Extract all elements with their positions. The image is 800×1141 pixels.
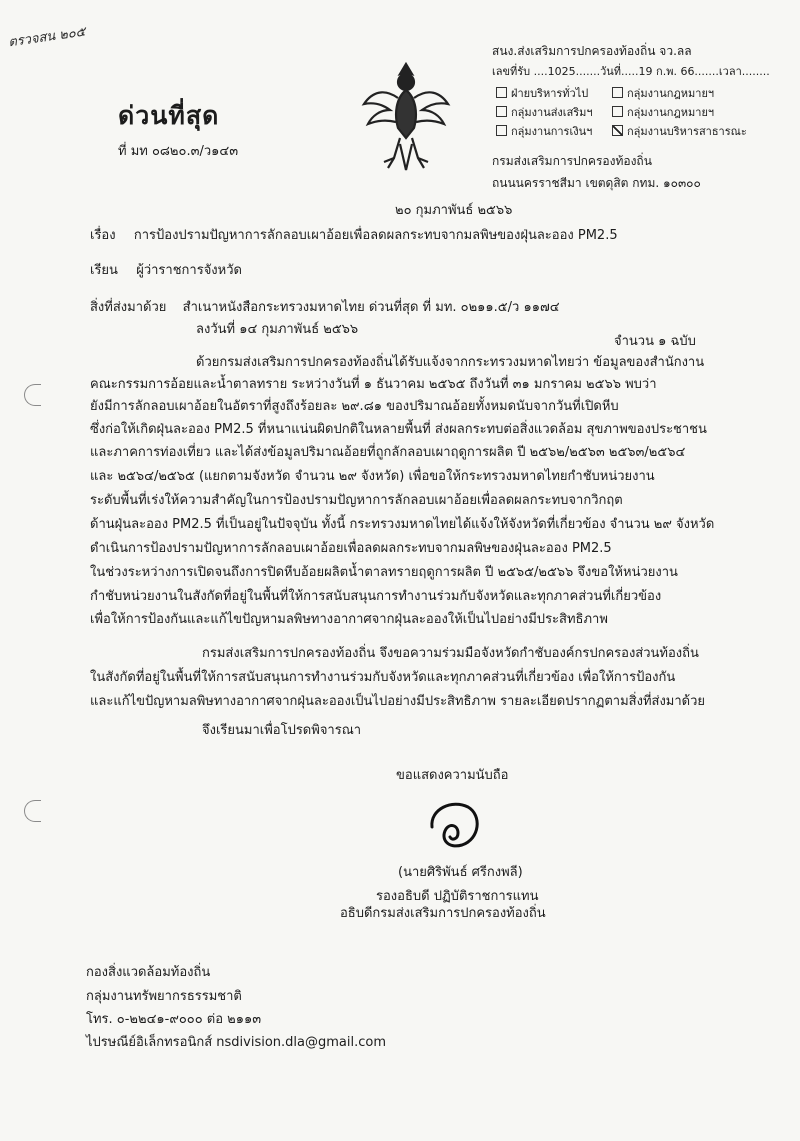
subject-label: เรื่อง [90,228,116,243]
checkbox-icon [496,106,507,117]
stamp-option: กลุ่มงานการเงินฯ [496,122,592,140]
receipt-stamp-number: เลขที่รับ ....1025.......วันที่.....19 ก.พ. 66.......เวลา........ [492,65,770,78]
attachment-label: สิ่งที่ส่งมาด้วย [90,300,167,315]
receipt-stamp-agency: สนง.ส่งเสริมการปกครองท้องถิ่น จว.ลล [492,44,692,58]
punch-hole-mark [24,384,41,406]
subject-row [90,224,618,245]
sender-address-line2: ถนนนครราชสีมา เขตดุสิต กทม. ๑๐๓๐๐ [492,176,701,190]
paragraph2-line: กรมส่งเสริมการปกครองท้องถิ่น จึงขอความร่วมมือจังหวัดกำชับองค์กรปกครองส่วนท้องถิ่น [202,646,699,661]
paragraph1-line: ในช่วงระหว่างการเปิดจนถึงการปิดหีบอ้อยผลิตน้ำตาลทรายฤดูการผลิต ปี ๒๕๖๕/๒๕๖๖ จึงขอให้หน่วยงาน [90,565,678,580]
checkbox-icon [496,125,507,136]
paragraph1-line: ดำเนินการป้องปรามปัญหาการลักลอบเผาอ้อยเพื่อลดผลกระทบจากมลพิษของฝุ่นละออง PM2.5 [90,541,612,556]
garuda-emblem-icon [360,58,452,176]
checkbox-icon [612,87,623,98]
signature-icon [422,795,486,855]
paragraph1-line: และ ๒๕๖๔/๒๕๖๕ (แยกตามจังหวัด จำนวน ๒๙ จังหวัด) เพื่อขอให้กระทรวงมหาดไทยกำชับหน่วยงาน [90,469,655,484]
to-label: เรียน [90,263,118,278]
footer-phone: โทร. ๐-๒๒๔๑-๙๐๐๐ ต่อ ๒๑๑๓ [86,1012,262,1027]
footer-division: กองสิ่งแวดล้อมท้องถิ่น [86,965,211,980]
checkbox-icon [612,106,623,117]
paragraph1-line: ซึ่งก่อให้เกิดฝุ่นละออง PM2.5 ที่หนาแน่นผิดปกติในหลายพื้นที่ ส่งผลกระทบต่อสิ่งแวดล้อม สุขภาพของประชาชน [90,422,707,437]
to-row [90,259,242,280]
document-date: ๒๐ กุมภาพันธ์ ๒๕๖๖ [395,203,513,218]
paragraph1-line: กำชับหน่วยงานในสังกัดที่อยู่ในพื้นที่ให้การสนับสนุนการทำงานร่วมกับจังหวัดและทุกภาคส่วนที่เกี่ยวข้อง [90,589,662,604]
stamp-option: กลุ่มงานบริหารสาธารณะ [612,122,747,140]
doc-number: ที่ มท ๐๘๒๐.๓/ว๑๔๓ [118,144,239,159]
attachment-row [90,296,560,317]
to-text: ผู้ว่าราชการจังหวัด [136,263,242,278]
signer-name: (นายศิริพันธ์ ศรีกงพลี) [398,865,523,880]
paragraph2-line: และแก้ไขปัญหามลพิษทางอากาศจากฝุ่นละอองเป็นไปอย่างมีประสิทธิภาพ รายละเอียดปรากฏตามสิ่งที่ส่งมาด้วย [90,694,706,709]
signer-title-2: อธิบดีกรมส่งเสริมการปกครองท้องถิ่น [340,906,546,921]
punch-hole-mark [24,800,41,822]
stamp-option: กลุ่มงานกฎหมายฯ [612,84,714,102]
paragraph2-line: ในสังกัดที่อยู่ในพื้นที่ให้การสนับสนุนการทำงานร่วมกับจังหวัดและทุกภาคส่วนที่เกี่ยวข้อง เพื่อให้การป้องกัน [90,670,676,685]
paragraph1-line: เพื่อให้การป้องกันและแก้ไขปัญหามลพิษทางอากาศจากฝุ่นละอองให้เป็นไปอย่างมีประสิทธิภาพ [90,612,608,627]
stamp-option: กลุ่มงานส่งเสริมฯ [496,103,593,121]
subject-text: การป้องปรามปัญหาการลักลอบเผาอ้อยเพื่อลดผลกระทบจากมลพิษของฝุ่นละออง PM2.5 [133,228,618,243]
margin-note: ตรวจสน ๒๐๕ [7,24,87,51]
checkbox-icon [612,125,623,136]
attachment-text: สำเนาหนังสือกระทรวงมหาดไทย ด่วนที่สุด ที่ มท. ๐๒๑๑.๕/ว ๑๑๗๔ [182,300,560,315]
paragraph1-line: ระดับพื้นที่เร่งให้ความสำคัญในการป้องปรามปัญหาการลักลอบเผาอ้อยเพื่อลดผลกระทบจากวิกฤต [90,493,623,508]
paragraph1-line: ยังมีการลักลอบเผาอ้อยในอัตราที่สูงถึงร้อยละ ๒๙.๘๑ ของปริมาณอ้อยทั้งหมดนับจากวันที่เปิดหีบ [90,399,619,414]
footer-email: ไปรษณีย์อิเล็กทรอนิกส์ nsdivision.dla@gmail.com [86,1035,387,1050]
stamp-option: กลุ่มงานกฎหมายฯ [612,103,714,121]
urgent-label: ด่วนที่สุด [118,101,220,130]
salutation: ขอแสดงความนับถือ [396,768,509,783]
signer-title-1: รองอธิบดี ปฏิบัติราชการแทน [376,889,539,904]
paragraph1-line: และภาคการท่องเที่ยว และได้ส่งข้อมูลปริมาณอ้อยที่ถูกลักลอบเผาฤดูการผลิต ปี ๒๕๖๒/๒๕๖๓ ๒๕๖๓/๒๕๖๔ [90,445,686,460]
paragraph1-line: ด้านฝุ่นละออง PM2.5 ที่เป็นอยู่ในปัจจุบัน ทั้งนี้ กระทรวงมหาดไทยได้แจ้งให้จังหวัดที่เกี่ยวข้อง จำนวน ๒๙ จังหวัด [90,517,715,532]
footer-group: กลุ่มงานทรัพยากรธรรมชาติ [86,989,242,1004]
sender-address-line1: กรมส่งเสริมการปกครองท้องถิ่น [492,154,652,168]
attachment-date: ลงวันที่ ๑๔ กุมภาพันธ์ ๒๕๖๖ [196,322,359,337]
closing-request: จึงเรียนมาเพื่อโปรดพิจารณา [202,723,362,738]
checkbox-icon [496,87,507,98]
stamp-option: ฝ่ายบริหารทั่วไป [496,84,588,102]
paragraph1-line: คณะกรรมการอ้อยและน้ำตาลทราย ระหว่างวันที่ ๑ ธันวาคม ๒๕๖๕ ถึงวันที่ ๓๑ มกราคม ๒๕๖๖ พบว่า [90,377,657,392]
attachment-count: จำนวน ๑ ฉบับ [614,334,696,349]
paragraph1-line: ด้วยกรมส่งเสริมการปกครองท้องถิ่นได้รับแจ้งจากกระทรวงมหาดไทยว่า ข้อมูลของสำนักงาน [196,355,705,370]
